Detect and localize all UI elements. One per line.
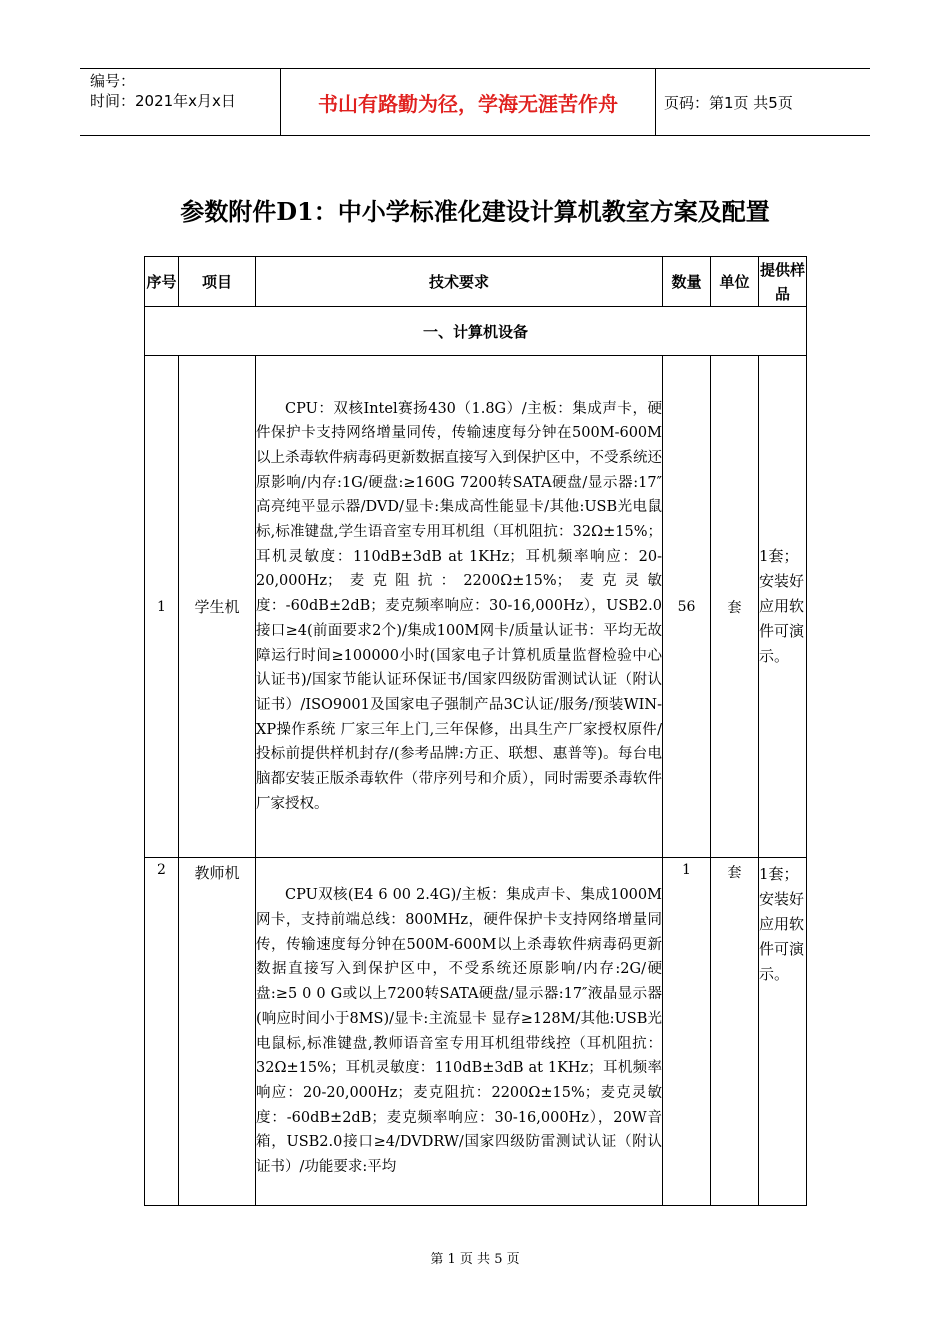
row-tech: CPU双核(E4 6 00 2.4G)/主板：集成声卡、集成1000M网卡，支持前端总线：800MHz，硬件保护卡支持网络增量同传，传输速度每分钟在500M-600M以上杀毒软件病毒码更新数据直接写入到保护区中，不受系统还原影响/内存:2G/硬盘:≥5 0 0 G或以上7200转SATA硬盘/显示器:17″液晶显示器(响应时间小于8MS)/显卡:主流显卡 显存≥128M/其他:USB光电鼠标,标准键盘,教师语音室专用耳机组带线控（耳机阻抗：32Ω±15%；耳机灵敏度：110dB±3dB at 1KHz；耳机频率响应：20-20,000Hz；麦克阻抗：2200Ω±15%；麦克灵敏度：-60dB±2dB；麦克频率响应：30-16,000Hz），20W音箱，USB2.0接口≥4/DVDRW/国家四级防雷测试认证（附认证书）/功能要求:平均 bbox=[256, 858, 663, 1206]
table-header-row bbox=[145, 257, 807, 307]
section-title: 一、计算机设备 bbox=[145, 307, 807, 356]
header-meta bbox=[90, 71, 236, 111]
row-sample: 1套；安装好应用软件可演示。 bbox=[759, 356, 807, 858]
header-motto: 书山有路勤为径，学海无涯苦作舟 bbox=[280, 69, 656, 135]
row-unit: 套 bbox=[711, 858, 759, 1206]
spec-table bbox=[144, 256, 807, 1206]
row-item: 教师机 bbox=[179, 858, 256, 1206]
row-no: 1 bbox=[145, 356, 179, 858]
document-title: 参数附件D1：中小学标准化建设计算机教室方案及配置 bbox=[180, 197, 770, 226]
table-row bbox=[145, 858, 807, 1206]
page-header bbox=[80, 68, 870, 136]
row-qty: 1 bbox=[663, 858, 711, 1206]
row-tech: CPU：双核Intel赛扬430（1.8G）/主板：集成声卡，硬件保护卡支持网络增量同传，传输速度每分钟在500M-600M以上杀毒软件病毒码更新数据直接写入到保护区中，不受系统还原影响/内存:1G/硬盘:≥160G 7200转SATA硬盘/显示器:17″高亮纯平显示器/DVD/显卡:集成高性能显卡/其他:USB光电鼠标,标准键盘,学生语音室专用耳机组（耳机阻抗：32Ω±15%；耳机灵敏度：110dB±3dB at 1KHz；耳机频率响应：20-20,000Hz；麦克阻抗：2200Ω±15%；麦克灵敏度：-60dB±2dB；麦克频率响应：30-16,000Hz），USB2.0接口≥4(前面要求2个)/集成100M网卡/质量认证书：平均无故障运行时间≥100000小时(国家电子计算机质量监督检验中心认证书)/国家节能认证环保证书/国家四级防雷测试认证（附认证书）/ISO9001及国家电子强制产品3C认证/服务/预装WIN-XP操作系统 厂家三年上门,三年保修，出具生产厂家授权原件/投标前提供样机封存/(参考品牌:方正、联想、惠普等)。每台电脑都安装正版杀毒软件（带序列号和介质），同时需要杀毒软件厂家授权。 bbox=[256, 356, 663, 858]
header-page-info: 页码：第1页 共5页 bbox=[664, 93, 793, 112]
row-no: 2 bbox=[145, 858, 179, 1206]
header-no: 序号 bbox=[145, 257, 179, 307]
row-sample: 1套；安装好应用软件可演示。 bbox=[759, 858, 807, 1206]
row-unit: 套 bbox=[711, 356, 759, 858]
table-row bbox=[145, 356, 807, 858]
section-row bbox=[145, 307, 807, 356]
document-code-label: 编号： bbox=[90, 72, 136, 90]
header-sample: 提供样品 bbox=[759, 257, 807, 307]
row-qty: 56 bbox=[663, 356, 711, 858]
header-qty: 数量 bbox=[663, 257, 711, 307]
header-item: 项目 bbox=[179, 257, 256, 307]
row-item: 学生机 bbox=[179, 356, 256, 858]
document-time-label: 时间：2021年x月x日 bbox=[90, 92, 236, 110]
header-tech: 技术要求 bbox=[256, 257, 663, 307]
page-footer: 第 1 页 共 5 页 bbox=[430, 1252, 520, 1267]
header-unit: 单位 bbox=[711, 257, 759, 307]
